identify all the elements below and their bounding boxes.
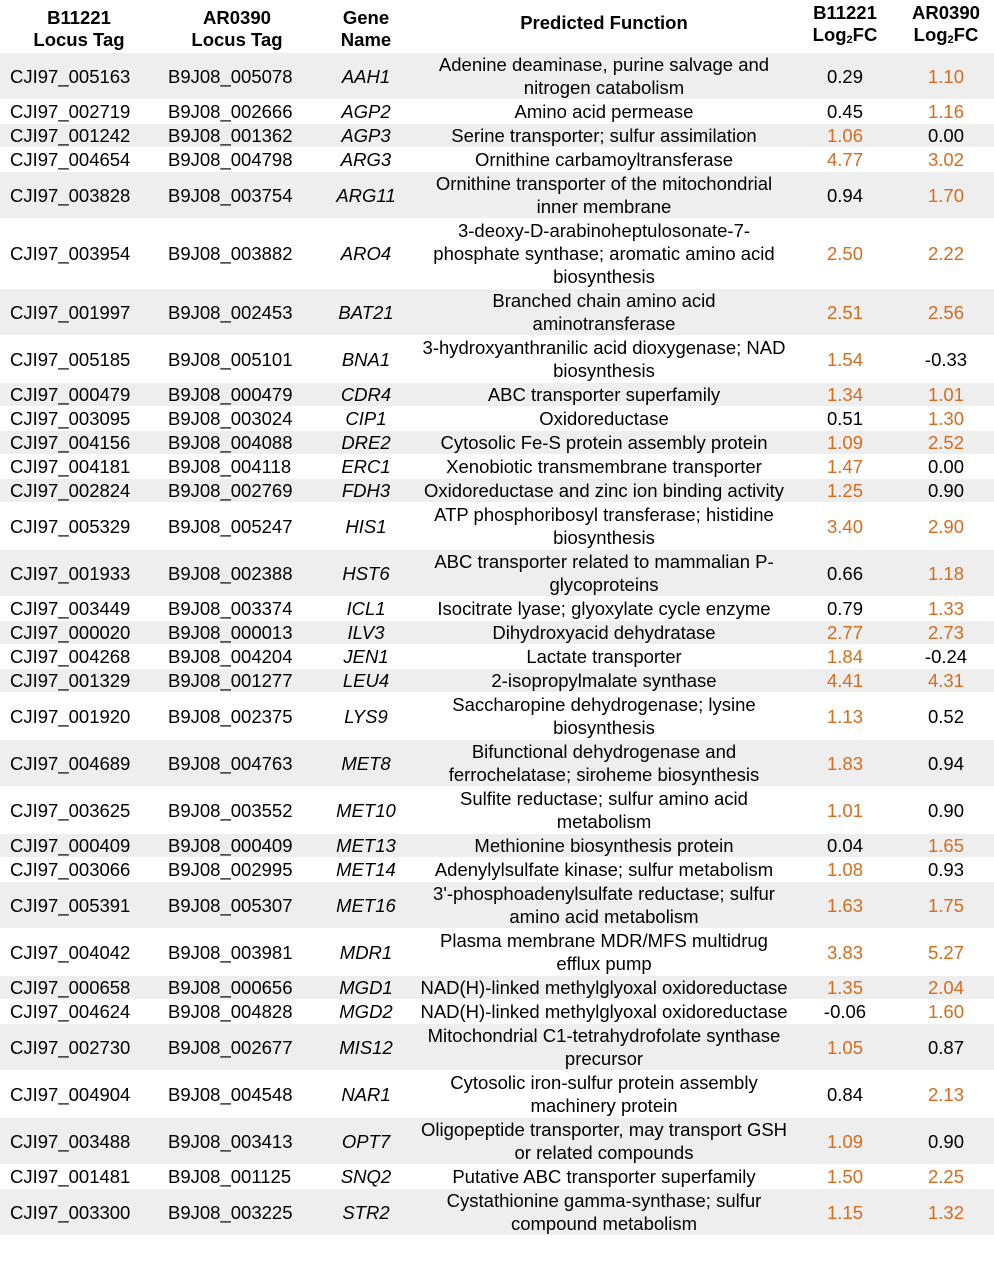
table-row [0, 550, 994, 597]
b11221-log2fc-cell: 0.79 [792, 597, 898, 621]
ar0390-log2fc-cell: -0.24 [898, 645, 994, 669]
b11221-locus-tag-cell: CJI97_000658 [0, 976, 158, 1000]
table-row [0, 1189, 994, 1236]
ar0390-log2fc-cell: 0.90 [898, 1118, 994, 1165]
b11221-locus-tag-cell: CJI97_005163 [0, 53, 158, 100]
ar0390-locus-tag-cell: B9J08_000013 [158, 621, 316, 645]
ar0390-log2fc-cell: 1.32 [898, 1189, 994, 1236]
b11221-log2fc-cell: 1.35 [792, 976, 898, 1000]
ar0390-log2fc-cell: 0.87 [898, 1024, 994, 1071]
b11221-locus-tag-cell: CJI97_003095 [0, 407, 158, 431]
b11221-locus-tag-cell: CJI97_002824 [0, 479, 158, 503]
ar0390-log2fc-cell: 1.10 [898, 53, 994, 100]
ar0390-log2fc-cell: 0.52 [898, 693, 994, 740]
gene-name-cell: FDH3 [316, 479, 416, 503]
b11221-locus-tag-cell: CJI97_005391 [0, 882, 158, 929]
predicted-function-cell: Ornithine carbamoyltransferase [416, 148, 792, 172]
ar0390-log2fc-cell: 1.60 [898, 1000, 994, 1024]
predicted-function-cell: 3'-phosphoadenylsulfate reductase; sulfur amino acid metabolism [416, 882, 792, 929]
ar0390-locus-tag-cell: B9J08_003552 [158, 787, 316, 834]
b11221-log2fc-cell: 4.77 [792, 148, 898, 172]
ar0390-log2fc-cell: 2.90 [898, 503, 994, 550]
b11221-log2fc-cell: 1.25 [792, 479, 898, 503]
ar0390-locus-tag-cell: B9J08_003882 [158, 219, 316, 289]
ar0390-log2fc-cell: 2.25 [898, 1165, 994, 1189]
ar0390-locus-tag-cell: B9J08_003413 [158, 1118, 316, 1165]
predicted-function-cell: Dihydroxyacid dehydratase [416, 621, 792, 645]
gene-name-cell: ARO4 [316, 219, 416, 289]
predicted-function-cell: Oxidoreductase [416, 407, 792, 431]
b11221-log2fc-cell: 4.41 [792, 669, 898, 693]
b11221-log2fc-cell: 1.47 [792, 455, 898, 479]
table-row [0, 669, 994, 693]
b11221-locus-tag-cell: CJI97_004654 [0, 148, 158, 172]
ar0390-locus-tag-cell: B9J08_003374 [158, 597, 316, 621]
table-row [0, 1000, 994, 1024]
predicted-function-cell: Oligopeptide transporter, may transport GSH or related compounds [416, 1118, 792, 1165]
gene-name-cell: ILV3 [316, 621, 416, 645]
header-ar0390-log2fc: AR0390 Log$_2$FC [912, 2, 980, 46]
table-row [0, 976, 994, 1000]
ar0390-locus-tag-cell: B9J08_003024 [158, 407, 316, 431]
table-row [0, 693, 994, 740]
table-row [0, 336, 994, 383]
ar0390-log2fc-cell: 2.04 [898, 976, 994, 1000]
b11221-log2fc-cell: 1.15 [792, 1189, 898, 1236]
ar0390-log2fc-cell: 1.65 [898, 834, 994, 858]
ar0390-log2fc-cell: 2.13 [898, 1071, 994, 1118]
gene-name-cell: HST6 [316, 550, 416, 597]
b11221-locus-tag-cell: CJI97_004689 [0, 740, 158, 787]
table-row [0, 172, 994, 219]
b11221-log2fc-cell: 3.83 [792, 929, 898, 976]
table-row [0, 740, 994, 787]
gene-name-cell: ERC1 [316, 455, 416, 479]
predicted-function-cell: Cytosolic Fe-S protein assembly protein [416, 431, 792, 455]
b11221-log2fc-cell: 1.08 [792, 858, 898, 882]
b11221-locus-tag-cell: CJI97_001329 [0, 669, 158, 693]
predicted-function-cell: Cystathionine gamma-synthase; sulfur compound metabolism [416, 1189, 792, 1236]
table-row [0, 455, 994, 479]
table-row [0, 289, 994, 336]
gene-name-cell: MET13 [316, 834, 416, 858]
ar0390-locus-tag-cell: B9J08_004088 [158, 431, 316, 455]
header-gene-name: Gene Name [340, 7, 392, 50]
ar0390-locus-tag-cell: B9J08_002677 [158, 1024, 316, 1071]
predicted-function-cell: Isocitrate lyase; glyoxylate cycle enzyme [416, 597, 792, 621]
b11221-locus-tag-cell: CJI97_002730 [0, 1024, 158, 1071]
ar0390-log2fc-cell: 0.00 [898, 124, 994, 148]
ar0390-log2fc-cell: 2.52 [898, 431, 994, 455]
b11221-log2fc-cell: 1.13 [792, 693, 898, 740]
gene-name-cell: MET10 [316, 787, 416, 834]
gene-name-cell: JEN1 [316, 645, 416, 669]
b11221-locus-tag-cell: CJI97_004268 [0, 645, 158, 669]
ar0390-log2fc-cell: 3.02 [898, 148, 994, 172]
predicted-function-cell: Adenine deaminase, purine salvage and nitrogen catabolism [416, 53, 792, 100]
table-row [0, 100, 994, 124]
b11221-log2fc-cell: 0.04 [792, 834, 898, 858]
table-row [0, 834, 994, 858]
ar0390-locus-tag-cell: B9J08_004204 [158, 645, 316, 669]
b11221-log2fc-cell: 1.50 [792, 1165, 898, 1189]
b11221-log2fc-cell: 0.84 [792, 1071, 898, 1118]
ar0390-locus-tag-cell: B9J08_002769 [158, 479, 316, 503]
gene-name-cell: OPT7 [316, 1118, 416, 1165]
gene-name-cell: CDR4 [316, 383, 416, 407]
predicted-function-cell: Plasma membrane MDR/MFS multidrug efflux pump [416, 929, 792, 976]
b11221-locus-tag-cell: CJI97_000409 [0, 834, 158, 858]
b11221-locus-tag-cell: CJI97_000020 [0, 621, 158, 645]
b11221-locus-tag-cell: CJI97_005329 [0, 503, 158, 550]
predicted-function-cell: Ornithine transporter of the mitochondrial inner membrane [416, 172, 792, 219]
predicted-function-cell: Serine transporter; sulfur assimilation [416, 124, 792, 148]
table-row [0, 929, 994, 976]
gene-name-cell: MGD2 [316, 1000, 416, 1024]
predicted-function-cell: Amino acid permease [416, 100, 792, 124]
table-row [0, 383, 994, 407]
b11221-log2fc-cell: 2.77 [792, 621, 898, 645]
table-row [0, 431, 994, 455]
ar0390-log2fc-cell: 0.00 [898, 455, 994, 479]
table-row [0, 1071, 994, 1118]
gene-name-cell: LEU4 [316, 669, 416, 693]
b11221-log2fc-cell: 1.09 [792, 1118, 898, 1165]
predicted-function-cell: Methionine biosynthesis protein [416, 834, 792, 858]
gene-name-cell: BNA1 [316, 336, 416, 383]
b11221-locus-tag-cell: CJI97_003828 [0, 172, 158, 219]
ar0390-log2fc-cell: 1.18 [898, 550, 994, 597]
table-row [0, 1024, 994, 1071]
b11221-locus-tag-cell: CJI97_001997 [0, 289, 158, 336]
b11221-locus-tag-cell: CJI97_004042 [0, 929, 158, 976]
ar0390-log2fc-cell: 2.56 [898, 289, 994, 336]
predicted-function-cell: ABC transporter superfamily [416, 383, 792, 407]
b11221-log2fc-cell: 0.94 [792, 172, 898, 219]
predicted-function-cell: Putative ABC transporter superfamily [416, 1165, 792, 1189]
ar0390-locus-tag-cell: B9J08_004763 [158, 740, 316, 787]
ar0390-locus-tag-cell: B9J08_000409 [158, 834, 316, 858]
ar0390-locus-tag-cell: B9J08_002995 [158, 858, 316, 882]
b11221-locus-tag-cell: CJI97_001242 [0, 124, 158, 148]
b11221-locus-tag-cell: CJI97_004624 [0, 1000, 158, 1024]
b11221-locus-tag-cell: CJI97_004904 [0, 1071, 158, 1118]
predicted-function-cell: 3-deoxy-D-arabinoheptulosonate-7-phosphate synthase; aromatic amino acid biosynthesis [416, 219, 792, 289]
b11221-log2fc-cell: 2.50 [792, 219, 898, 289]
predicted-function-cell: Oxidoreductase and zinc ion binding activity [416, 479, 792, 503]
ar0390-locus-tag-cell: B9J08_002388 [158, 550, 316, 597]
ar0390-locus-tag-cell: B9J08_002453 [158, 289, 316, 336]
predicted-function-cell: NAD(H)-linked methylglyoxal oxidoreductase [416, 976, 792, 1000]
gene-name-cell: NAR1 [316, 1071, 416, 1118]
b11221-log2fc-cell: 1.01 [792, 787, 898, 834]
table-row [0, 645, 994, 669]
b11221-locus-tag-cell: CJI97_004156 [0, 431, 158, 455]
ar0390-locus-tag-cell: B9J08_003981 [158, 929, 316, 976]
gene-name-cell: AGP2 [316, 100, 416, 124]
table-row [0, 503, 994, 550]
predicted-function-cell: ATP phosphoribosyl transferase; histidine biosynthesis [416, 503, 792, 550]
predicted-function-cell: Xenobiotic transmembrane transporter [416, 455, 792, 479]
predicted-function-cell: Bifunctional dehydrogenase and ferrochelatase; siroheme biosynthesis [416, 740, 792, 787]
header-ar0390-locus-tag: AR0390 Locus Tag [191, 7, 283, 50]
gene-name-cell: ARG3 [316, 148, 416, 172]
b11221-log2fc-cell: 0.66 [792, 550, 898, 597]
b11221-locus-tag-cell: CJI97_001481 [0, 1165, 158, 1189]
table-row [0, 621, 994, 645]
gene-name-cell: LYS9 [316, 693, 416, 740]
b11221-log2fc-cell: 1.83 [792, 740, 898, 787]
b11221-log2fc-cell: 1.34 [792, 383, 898, 407]
table-row [0, 219, 994, 289]
predicted-function-cell: ABC transporter related to mammalian P-glycoproteins [416, 550, 792, 597]
ar0390-log2fc-cell: 1.30 [898, 407, 994, 431]
predicted-function-cell: 3-hydroxyanthranilic acid dioxygenase; NAD biosynthesis [416, 336, 792, 383]
b11221-locus-tag-cell: CJI97_002719 [0, 100, 158, 124]
ar0390-log2fc-cell: 0.93 [898, 858, 994, 882]
ar0390-locus-tag-cell: B9J08_001362 [158, 124, 316, 148]
ar0390-locus-tag-cell: B9J08_000479 [158, 383, 316, 407]
ar0390-locus-tag-cell: B9J08_004548 [158, 1071, 316, 1118]
ar0390-locus-tag-cell: B9J08_004828 [158, 1000, 316, 1024]
b11221-locus-tag-cell: CJI97_003488 [0, 1118, 158, 1165]
table-body [0, 53, 994, 1236]
ar0390-locus-tag-cell: B9J08_002375 [158, 693, 316, 740]
b11221-log2fc-cell: 0.51 [792, 407, 898, 431]
ar0390-locus-tag-cell: B9J08_002666 [158, 100, 316, 124]
gene-name-cell: STR2 [316, 1189, 416, 1236]
gene-name-cell: MET14 [316, 858, 416, 882]
gene-name-cell: MET8 [316, 740, 416, 787]
predicted-function-cell: Saccharopine dehydrogenase; lysine biosynthesis [416, 693, 792, 740]
gene-name-cell: BAT21 [316, 289, 416, 336]
ar0390-locus-tag-cell: B9J08_000656 [158, 976, 316, 1000]
ar0390-log2fc-cell: 0.94 [898, 740, 994, 787]
b11221-locus-tag-cell: CJI97_003066 [0, 858, 158, 882]
b11221-log2fc-cell: 1.09 [792, 431, 898, 455]
gene-name-cell: AAH1 [316, 53, 416, 100]
ar0390-log2fc-cell: 2.22 [898, 219, 994, 289]
b11221-locus-tag-cell: CJI97_001933 [0, 550, 158, 597]
gene-name-cell: AGP3 [316, 124, 416, 148]
b11221-locus-tag-cell: CJI97_003625 [0, 787, 158, 834]
b11221-log2fc-cell: 1.84 [792, 645, 898, 669]
ar0390-locus-tag-cell: B9J08_005078 [158, 53, 316, 100]
table-row [0, 407, 994, 431]
ar0390-locus-tag-cell: B9J08_001125 [158, 1165, 316, 1189]
ar0390-locus-tag-cell: B9J08_005101 [158, 336, 316, 383]
ar0390-locus-tag-cell: B9J08_004798 [158, 148, 316, 172]
b11221-log2fc-cell: -0.06 [792, 1000, 898, 1024]
header-predicted-function: Predicted Function [520, 12, 688, 33]
table-row [0, 124, 994, 148]
b11221-log2fc-cell: 1.63 [792, 882, 898, 929]
predicted-function-cell: Branched chain amino acid aminotransferase [416, 289, 792, 336]
ar0390-locus-tag-cell: B9J08_001277 [158, 669, 316, 693]
b11221-log2fc-cell: 1.54 [792, 336, 898, 383]
b11221-locus-tag-cell: CJI97_003954 [0, 219, 158, 289]
ar0390-log2fc-cell: 0.90 [898, 787, 994, 834]
header-b11221-log2fc: B11221 Log$_2$FC [812, 2, 878, 46]
header-b11221-locus-tag: B11221 Locus Tag [33, 7, 125, 50]
predicted-function-cell: Mitochondrial C1-tetrahydrofolate synthase precursor [416, 1024, 792, 1071]
ar0390-log2fc-cell: -0.33 [898, 336, 994, 383]
predicted-function-cell: NAD(H)-linked methylglyoxal oxidoreductase [416, 1000, 792, 1024]
predicted-function-cell: Cytosolic iron-sulfur protein assembly machinery protein [416, 1071, 792, 1118]
b11221-locus-tag-cell: CJI97_001920 [0, 693, 158, 740]
ar0390-log2fc-cell: 4.31 [898, 669, 994, 693]
ar0390-log2fc-cell: 5.27 [898, 929, 994, 976]
table-row [0, 479, 994, 503]
b11221-log2fc-cell: 1.05 [792, 1024, 898, 1071]
gene-name-cell: ARG11 [316, 172, 416, 219]
b11221-locus-tag-cell: CJI97_003300 [0, 1189, 158, 1236]
predicted-function-cell: Adenylylsulfate kinase; sulfur metabolism [416, 858, 792, 882]
ar0390-log2fc-cell: 2.73 [898, 621, 994, 645]
gene-name-cell: ICL1 [316, 597, 416, 621]
table-row [0, 787, 994, 834]
ar0390-locus-tag-cell: B9J08_005247 [158, 503, 316, 550]
b11221-log2fc-cell: 3.40 [792, 503, 898, 550]
gene-name-cell: MDR1 [316, 929, 416, 976]
ar0390-locus-tag-cell: B9J08_005307 [158, 882, 316, 929]
gene-name-cell: MGD1 [316, 976, 416, 1000]
predicted-function-cell: 2-isopropylmalate synthase [416, 669, 792, 693]
table-header [0, 0, 994, 53]
table-row [0, 1165, 994, 1189]
ar0390-log2fc-cell: 1.75 [898, 882, 994, 929]
ar0390-log2fc-cell: 0.90 [898, 479, 994, 503]
ar0390-log2fc-cell: 1.01 [898, 383, 994, 407]
header-row [0, 0, 994, 53]
gene-name-cell: HIS1 [316, 503, 416, 550]
gene-name-cell: SNQ2 [316, 1165, 416, 1189]
gene-name-cell: DRE2 [316, 431, 416, 455]
predicted-function-cell: Lactate transporter [416, 645, 792, 669]
table-row [0, 882, 994, 929]
b11221-locus-tag-cell: CJI97_004181 [0, 455, 158, 479]
b11221-locus-tag-cell: CJI97_000479 [0, 383, 158, 407]
ar0390-log2fc-cell: 1.16 [898, 100, 994, 124]
predicted-function-cell: Sulfite reductase; sulfur amino acid metabolism [416, 787, 792, 834]
b11221-locus-tag-cell: CJI97_003449 [0, 597, 158, 621]
b11221-log2fc-cell: 1.06 [792, 124, 898, 148]
table-row [0, 858, 994, 882]
b11221-log2fc-cell: 0.45 [792, 100, 898, 124]
ar0390-log2fc-cell: 1.70 [898, 172, 994, 219]
ar0390-locus-tag-cell: B9J08_003754 [158, 172, 316, 219]
b11221-locus-tag-cell: CJI97_005185 [0, 336, 158, 383]
gene-name-cell: MIS12 [316, 1024, 416, 1071]
ar0390-log2fc-cell: 1.33 [898, 597, 994, 621]
b11221-log2fc-cell: 0.29 [792, 53, 898, 100]
gene-name-cell: MET16 [316, 882, 416, 929]
gene-name-cell: CIP1 [316, 407, 416, 431]
ar0390-locus-tag-cell: B9J08_003225 [158, 1189, 316, 1236]
ar0390-locus-tag-cell: B9J08_004118 [158, 455, 316, 479]
table-row [0, 597, 994, 621]
table-row [0, 53, 994, 100]
table-row [0, 148, 994, 172]
table-row [0, 1118, 994, 1165]
b11221-log2fc-cell: 2.51 [792, 289, 898, 336]
